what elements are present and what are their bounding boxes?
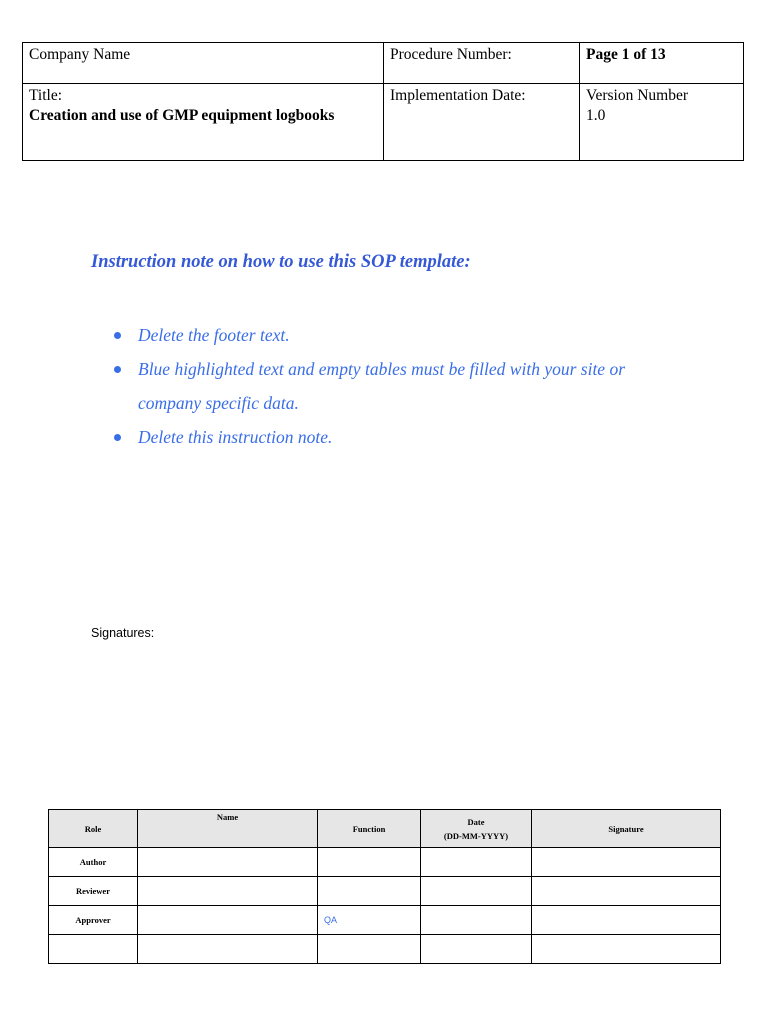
version-value: 1.0 (586, 107, 606, 124)
date-cell[interactable] (421, 906, 532, 935)
role-cell: Reviewer (49, 877, 138, 906)
signature-cell[interactable] (532, 877, 721, 906)
date-format: (DD-MM-YYYY) (443, 830, 509, 841)
table-row (49, 877, 721, 906)
instruction-item (112, 420, 672, 454)
function-cell[interactable] (318, 877, 421, 906)
signatures-table (48, 809, 721, 964)
title-value: Creation and use of GMP equipment logbooks (29, 107, 335, 124)
bullet-icon (114, 434, 121, 441)
bullet-icon (114, 366, 121, 373)
signatures-header-row (49, 810, 721, 848)
table-row (49, 906, 721, 935)
procedure-number-cell: Procedure Number: (384, 43, 580, 84)
signatures-label: Signatures: (91, 626, 155, 640)
signature-cell[interactable] (532, 848, 721, 877)
instruction-item (112, 352, 672, 420)
role-cell (49, 935, 138, 964)
table-row (49, 848, 721, 877)
instruction-item (112, 318, 672, 352)
signature-cell[interactable] (532, 935, 721, 964)
instruction-item-text: Blue highlighted text and empty tables must be filled with your site or company specific data. (138, 359, 626, 413)
bullet-icon (114, 332, 121, 339)
name-cell[interactable] (138, 877, 318, 906)
document-header-table (22, 42, 744, 161)
signature-cell[interactable] (532, 906, 721, 935)
page-number-cell: Page 1 of 13 (580, 43, 744, 84)
version-label: Version Number (586, 87, 689, 104)
role-cell: Approver (49, 906, 138, 935)
instruction-note-title: Instruction note on how to use this SOP template: (91, 252, 471, 272)
version-cell (580, 84, 744, 161)
signature-column-header: Signature (532, 810, 721, 848)
table-row (49, 935, 721, 964)
instruction-item-text: Delete this instruction note. (138, 427, 333, 447)
instruction-list (112, 318, 672, 454)
date-cell[interactable] (421, 877, 532, 906)
function-cell[interactable] (318, 935, 421, 964)
date-cell[interactable] (421, 848, 532, 877)
company-name-cell: Company Name (23, 43, 384, 84)
title-cell (23, 84, 384, 161)
name-cell[interactable] (138, 906, 318, 935)
date-column-header (421, 810, 532, 848)
role-column-header: Role (49, 810, 138, 848)
function-cell[interactable]: QA (318, 906, 421, 935)
date-label: Date (467, 816, 485, 827)
name-cell[interactable] (138, 935, 318, 964)
function-column-header: Function (318, 810, 421, 848)
date-cell[interactable] (421, 935, 532, 964)
function-cell[interactable] (318, 848, 421, 877)
role-cell: Author (49, 848, 138, 877)
name-column-header: Name (138, 810, 318, 848)
name-cell[interactable] (138, 848, 318, 877)
title-label: Title: (29, 87, 63, 104)
implementation-date-cell: Implementation Date: (384, 84, 580, 161)
instruction-item-text: Delete the footer text. (138, 325, 290, 345)
